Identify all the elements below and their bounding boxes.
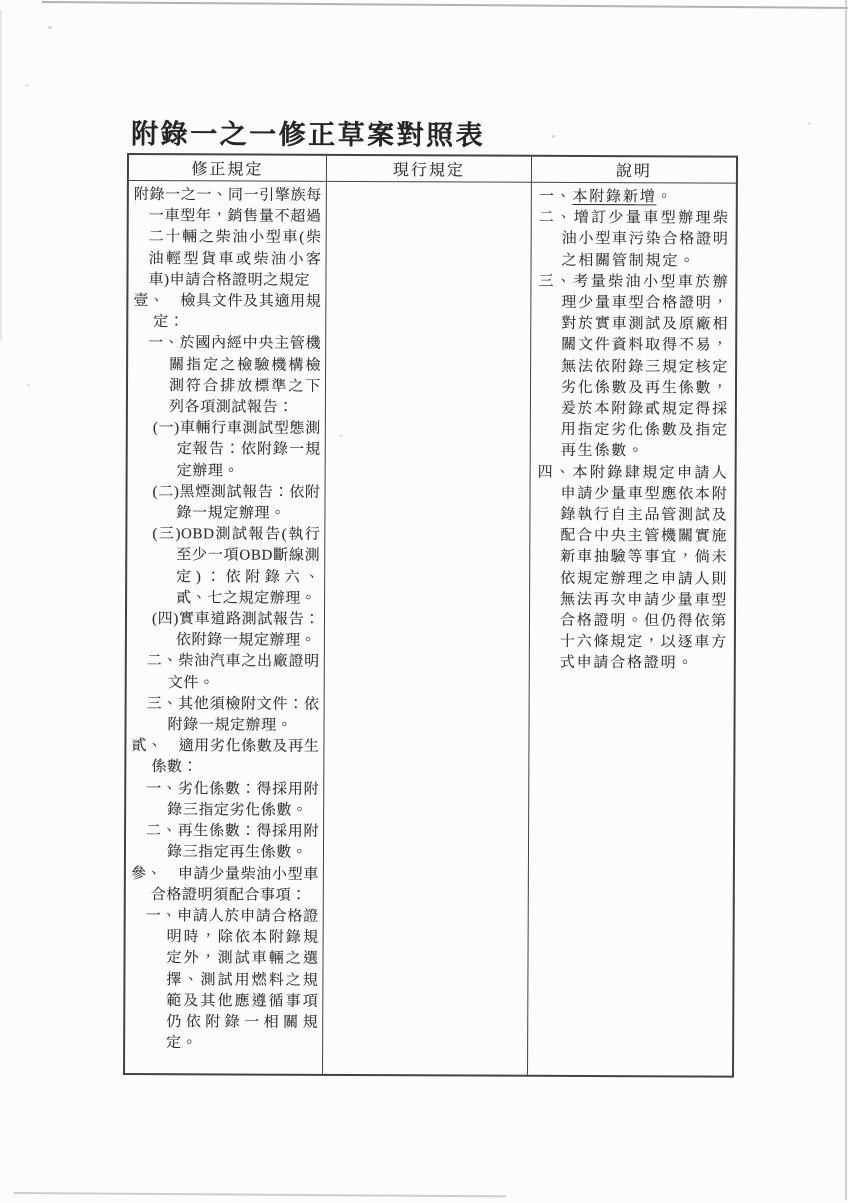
underlined-text: 本附錄新增 xyxy=(572,188,657,206)
text-segment: 二、柴油汽車之出廠證明文件。 xyxy=(146,653,320,692)
text-segment: 貳、 適用劣化係數及再生係數： xyxy=(131,738,320,776)
amended-column xyxy=(125,181,327,1074)
text-segment: (四)實車道路測試報告：依附錄一規定辦理。 xyxy=(151,611,321,650)
text-segment: 參、 申請少量柴油小型車合格證明須配合事項： xyxy=(130,865,319,904)
comparison-table xyxy=(123,153,738,1078)
paragraph xyxy=(131,821,319,864)
text-segment: (三)OBD測試報告(執行至少一項OBD斷線測定)：依附錄六、貳、七之規定辦理。 xyxy=(152,526,321,607)
text-segment: 壹、 檢具文件及其適用規定： xyxy=(133,293,322,331)
text-segment: 二、再生係數：得採用附錄三指定再生係數。 xyxy=(146,823,320,862)
paragraph xyxy=(132,482,320,525)
text-segment: 。 xyxy=(656,189,674,206)
paragraph xyxy=(133,291,321,334)
text-segment: 三、其他須檢附文件：依附錄一規定辦理。 xyxy=(146,695,320,734)
paragraph xyxy=(132,524,320,610)
page-title: 附錄一之一修正草案對照表 xyxy=(131,119,486,151)
text-segment: 一、申請人於申請合格證明時，除依本附錄規定外，測試車輛之選擇、測試用燃料之規範及其他應遵循事項仍依附錄一相關規定。 xyxy=(145,907,319,1052)
header-cell-current: 現行規定 xyxy=(327,156,532,183)
paragraph xyxy=(538,272,730,464)
header-cell-explanation: 說明 xyxy=(532,157,736,184)
paragraph xyxy=(132,651,320,694)
header-cell-amended: 修正規定 xyxy=(129,155,327,182)
current-column xyxy=(323,182,532,1075)
paragraph xyxy=(131,694,319,737)
text-segment: 一、劣化係數：得採用附錄三指定劣化係數。 xyxy=(146,780,320,819)
paragraph xyxy=(131,779,319,822)
paragraph xyxy=(131,736,319,779)
paragraph xyxy=(132,609,320,652)
paragraph xyxy=(131,864,319,907)
paragraph xyxy=(539,187,730,209)
paragraph xyxy=(133,333,321,419)
text-segment: 一、 xyxy=(538,188,573,205)
paragraph xyxy=(537,462,729,675)
text-segment: 二、增訂少量車型辦理柴油小型車污染合格證明之相關管制規定。 xyxy=(538,210,730,270)
paragraph xyxy=(133,185,321,292)
paragraph xyxy=(130,906,319,1055)
text-segment: (一)車輛行車測試型態測定報告：依附錄一規定辦理。 xyxy=(152,420,321,480)
text-segment: 四、本附錄肆規定申請人申請少量車型應依本附錄執行自主品管測試及配合中央主管機關實施新車抽驗等事宜，倘未依規定辦理之申請人則無法再次申請少量車型合格證明。但仍得依第十六條規定，以逐車方式申請合格證明。 xyxy=(537,464,729,672)
paragraph xyxy=(133,418,321,482)
text-segment: 一、於國內經中央主管機關指定之檢驗機構檢測符合排放標準之下列各項測試報告： xyxy=(148,335,322,416)
text-segment: 三、考量柴油小型車於辦理少量車型合格證明，對於實車測試及原廠相關文件資料取得不易，無法依附錄三規定核定劣化係數及再生係數，爰於本附錄貳規定得採用指定劣化係數及指定再生係數。 xyxy=(538,273,730,460)
text-segment: (二)黑煙測試報告：依附錄一規定辦理。 xyxy=(152,483,321,522)
explanation-column xyxy=(528,183,736,1076)
text-segment: 附錄一之一、同一引擎族每一車型年，銷售量不超過二十輛之柴油小型車(柴油輕型貨車或柴油小客車)申請合格證明之規定 xyxy=(133,187,322,289)
paragraph xyxy=(539,208,730,272)
